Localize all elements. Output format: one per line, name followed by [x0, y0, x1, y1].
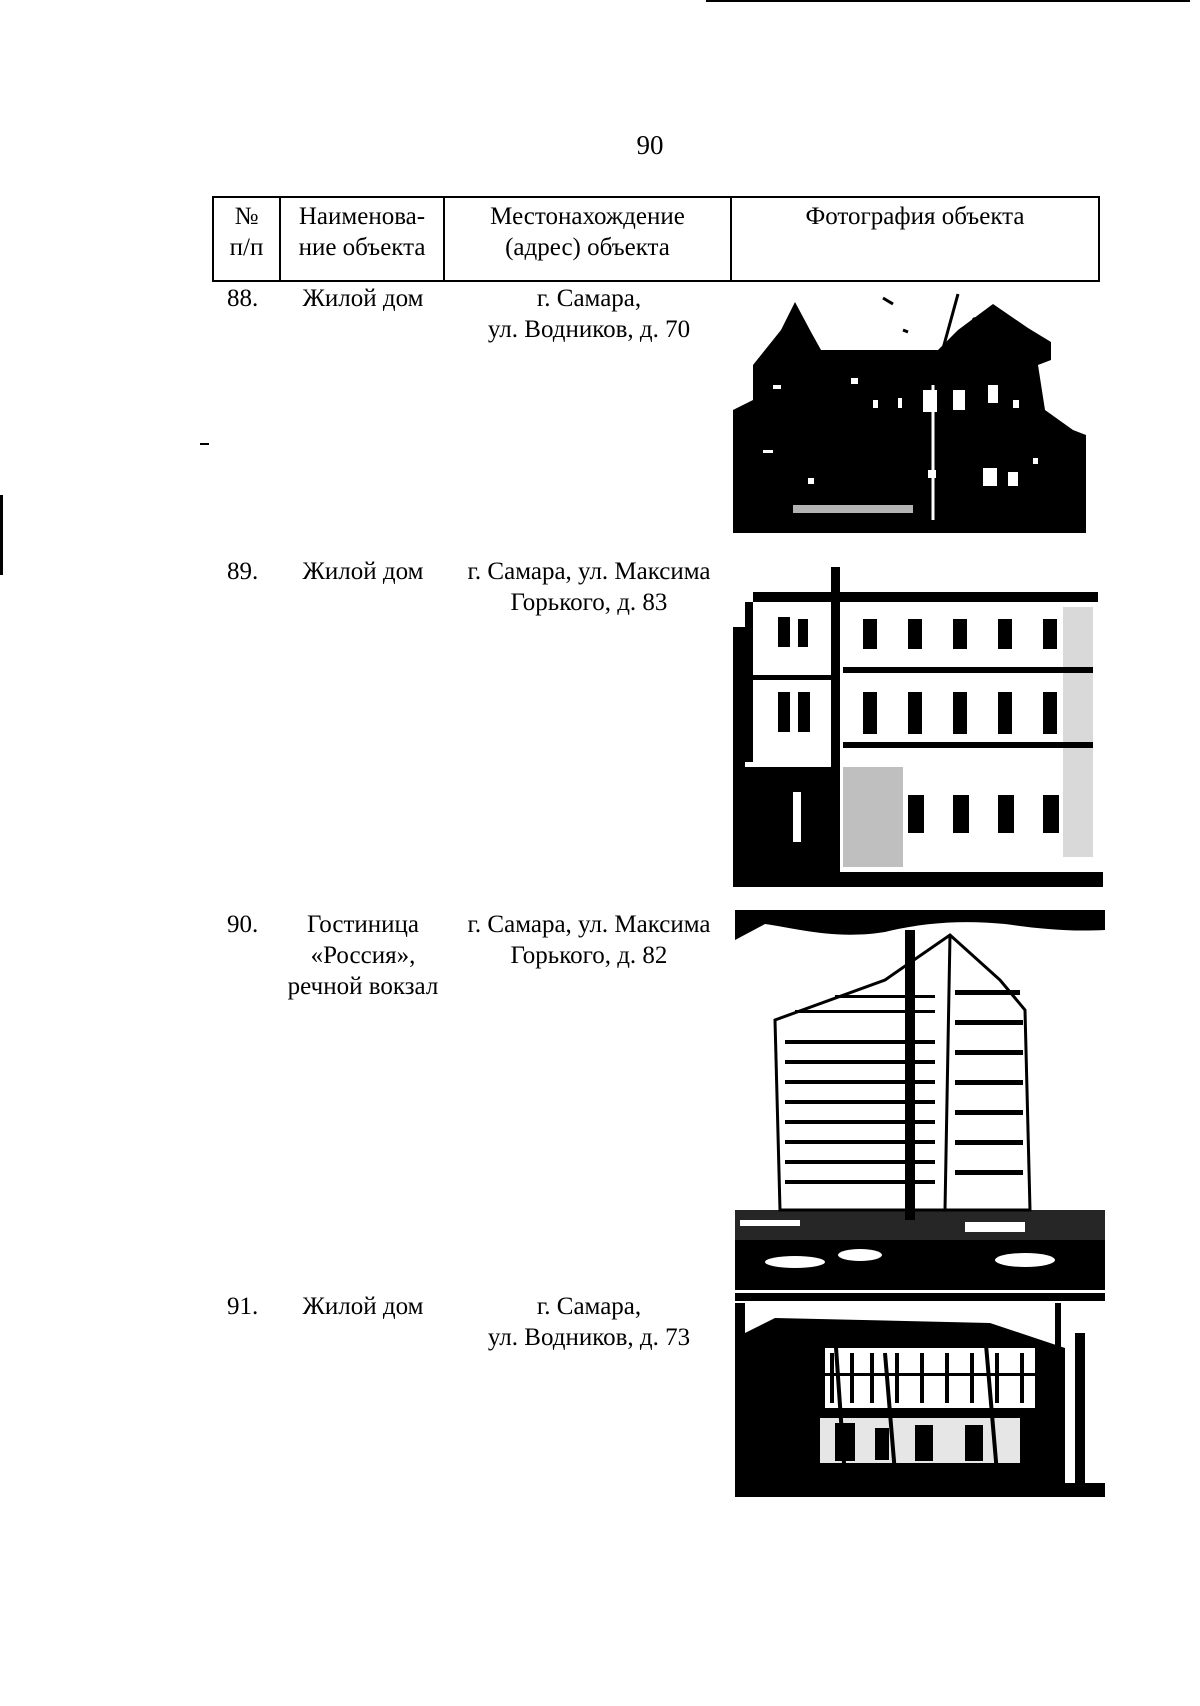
object-name: Жилой дом: [302, 558, 424, 585]
page-number: 90: [636, 130, 664, 160]
margin-mark: [0, 495, 3, 575]
object-name: Гостиница «Россия», речной вокзал: [287, 911, 439, 1000]
photo-corner-building-icon: [735, 1293, 1105, 1497]
row-number: 89.: [227, 558, 259, 585]
photo-residential-house-icon: [733, 290, 1086, 533]
object-address: г. Самара, ул. Максима Горького, д. 83: [467, 558, 711, 616]
header-address: Местонахождение (адрес) объекта: [445, 198, 732, 280]
row-number: 91.: [227, 1293, 259, 1320]
table-header: [212, 196, 1100, 282]
object-address: г. Самара, ул. Водников, д. 73: [487, 1293, 691, 1351]
margin-dash: [200, 443, 209, 445]
object-address: г. Самара, ул. Водников, д. 70: [487, 285, 691, 343]
header-name: Наименова- ние объекта: [281, 198, 445, 280]
header-number: № п/п: [214, 198, 281, 280]
top-rule: [710, 0, 1190, 2]
photo-apartment-building-icon: [733, 567, 1103, 887]
object-name: Жилой дом: [302, 1293, 424, 1320]
object-name: Жилой дом: [302, 285, 424, 312]
object-address: г. Самара, ул. Максима Горького, д. 82: [467, 911, 711, 969]
header-photo: Фотография объекта: [805, 203, 1025, 230]
row-number: 90.: [227, 911, 259, 938]
row-number: 88.: [227, 285, 259, 312]
photo-hotel-tower-icon: [735, 910, 1105, 1290]
